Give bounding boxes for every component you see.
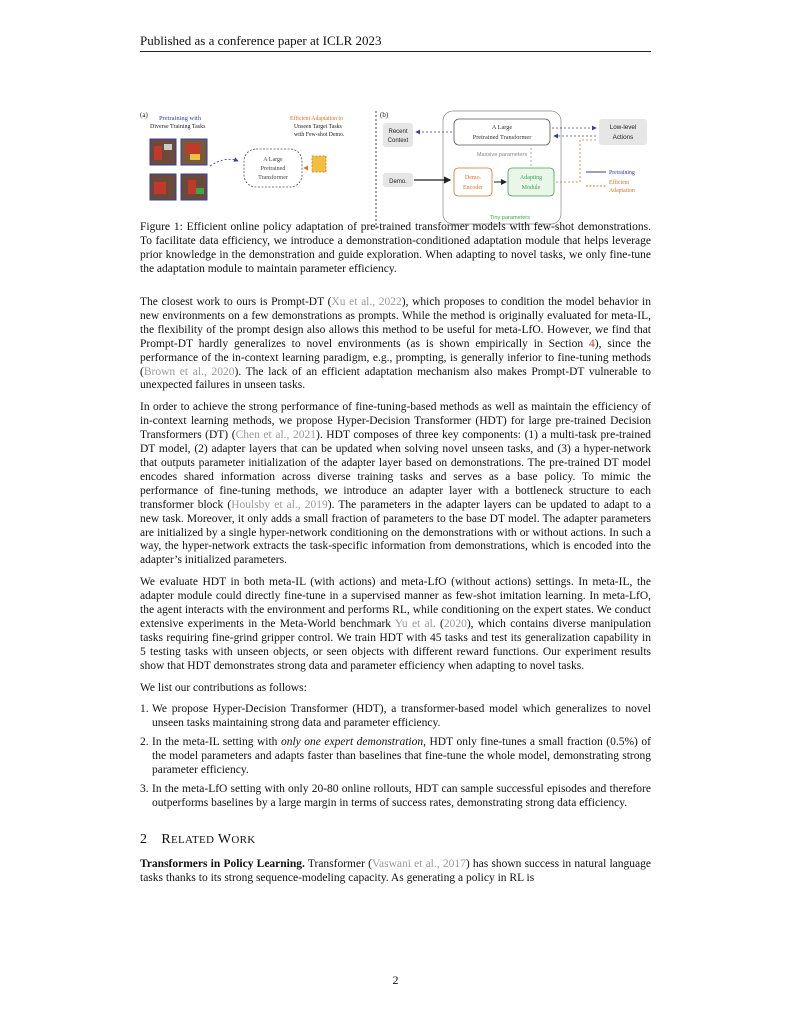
text: ). The parameters in the adapter layers can be updated to adapt to a new task. Moreover, it only adds a small fraction of parameters to the base DT model. The adapter parameters are initialized by a single hyper-network conditioning on the demonstrations with or without actions. In such a way, the hyper-network extracts the task-specific information from demonstrations, which is encoded into the adapter’s initialized parameters. (140, 498, 651, 567)
paragraph-4: We list our contributions as follows: (140, 681, 307, 694)
panel-b-label: (b) (380, 111, 389, 119)
page-number: 2 (392, 973, 399, 987)
section-number: 2 (140, 831, 148, 847)
legend-pretraining-label: Pretraining (609, 170, 635, 176)
recent-context-line1: Recent (388, 129, 408, 135)
list-item (140, 703, 651, 731)
tiny-parameters-label: Tiny parameters (489, 215, 531, 221)
low-level-actions-box (599, 119, 647, 145)
citation-yu[interactable]: Yu et al. (394, 617, 436, 630)
text: ( (435, 617, 444, 630)
text: ), which contains diverse manipulation tasks requiring fine-grind gripper control. We train HDT with 45 tasks and test its generalization capability in 5 testing tasks with unseen objects, or seen objects with different reward functions. Our experiment results show that HDT demonstrates strong data and parameter efficiency when adapting to novel tasks. (140, 617, 651, 672)
demo-encoder-box (454, 168, 492, 196)
figure-caption (140, 221, 651, 277)
demo-encoder-line2: Encoder (463, 185, 483, 191)
paragraph-3 (140, 576, 651, 673)
list-text: In the meta-IL setting with (152, 736, 281, 749)
list-text: In the meta-LfO setting with only 20-80 online rollouts, HDT can sample successful episodes and therefore outperforms baselines by a large margin in terms of success rates, demonstrating strong data efficiency. (152, 783, 651, 809)
text: ). The lack of an efficient adaptation mechanism also makes Prompt-DT vulnerable to unexpected failures in unseen tasks. (140, 365, 651, 392)
low-level-actions-line2: Actions (612, 134, 634, 141)
training-task-images (150, 139, 207, 200)
panel-a-eff-line2: Unseen Target Tasks (294, 124, 342, 130)
panel-a-box-line3: Transformer (258, 175, 288, 181)
list-number: 1. (140, 703, 149, 716)
text: ), since the performance of the in-context learning paradigm, e.g., prompting, is generally inferior to fine-tuning methods ( (140, 337, 651, 378)
list-item (140, 783, 651, 811)
list-text: We propose Hyper-Decision Transformer (HDT), a transformer-based model which generalizes to novel unseen tasks maintaining strong data and parameter efficiency. (152, 703, 651, 730)
main-body (140, 296, 651, 894)
list-text: , HDT only fine-tunes a small fraction (0.5%) of the model parameters and adapts faster than baselines that fine-tune the whole model, demonstrating strong parameter efficiency. (152, 736, 651, 777)
low-level-actions-line1: Low-level (609, 124, 637, 131)
citation-brown-2020[interactable]: Brown et al., 2020 (143, 365, 235, 378)
section-heading (140, 833, 651, 848)
text: We evaluate HDT in both meta-IL (with actions) and meta-LfO (without actions) settings. In meta-IL, the adapter module could directly fine-tune in a supervised manner as few-shot imitation learning. In meta-LfO, the agent interacts with the environment and performs RL, while conditioning on the expert states. We conduct extensive experiments in the Meta-World benchmark (140, 576, 651, 630)
text: ) has shown success in natural language tasks thanks to its strong sequence-modeling capacity. As generating a policy in RL is (140, 857, 651, 884)
panel-a-eff-line3: with Few-shot Demo. (294, 132, 345, 138)
text: The closest work to ours is Prompt-DT ( (140, 296, 332, 308)
citation-houlsby-2019[interactable]: Houlsby et al., 2019 (231, 498, 328, 511)
paragraph-5 (140, 858, 651, 886)
panel-a-box-line1: A Large (263, 157, 283, 163)
section-title: ORK (231, 833, 256, 846)
list-number: 3. (140, 783, 149, 795)
pretrained-transformer-line1: A Large (491, 124, 513, 131)
section-title: R (161, 831, 171, 847)
citation-yu-year[interactable]: 2020 (443, 617, 467, 630)
adapting-module-line1: Adapting (519, 175, 543, 181)
figure-1 (140, 106, 651, 236)
panel-a-title-line1: Pretraining with (159, 115, 202, 122)
citation-vaswani-2017[interactable]: Vaswani et al., 2017 (371, 857, 466, 870)
panel-a-title-line2: Diverse Training Tasks (150, 124, 206, 130)
adapting-module-box (508, 168, 554, 196)
panel-a-eff-line1: Efficient Adaptation to (290, 116, 344, 122)
legend-efficient-label-1: Efficient (609, 180, 630, 186)
adapting-module-line2: Module (521, 185, 541, 191)
paragraph-2 (140, 401, 651, 568)
demo-label: Demo. (389, 179, 407, 185)
figure-1-diagram (140, 106, 651, 236)
section-title: ELATED (170, 833, 215, 846)
section-ref-4[interactable]: 4 (589, 337, 595, 350)
paragraph-heading: Transformers in Policy Learning. (140, 857, 305, 870)
list-item (140, 736, 651, 778)
legend-efficient-label-2: Adaptation (609, 188, 635, 194)
citation-chen-2021[interactable]: Chen et al., 2021 (235, 429, 316, 442)
contributions-list (140, 703, 651, 810)
target-task-image (312, 156, 326, 172)
pretrained-transformer-box (454, 119, 550, 145)
caption-label: Figure 1: (140, 221, 183, 233)
pretrained-transformer-line2: Pretrained Transformer (472, 134, 532, 141)
list-emphasis: only one expert demonstration (280, 736, 424, 749)
list-number: 2. (140, 736, 149, 749)
paragraph-1 (140, 296, 651, 393)
text: In order to achieve the strong performance of fine-tuning-based methods as well as maintain the efficiency of in-context learning methods, we propose Hyper-Decision Transformer (HDT) for large pre-trained Decision Transformers (DT) ( (140, 401, 651, 442)
section-title: W (217, 831, 232, 847)
massive-parameters-label: Massive parameters (476, 152, 528, 158)
panel-a-box-line2: Pretrained (260, 166, 286, 172)
panel-a-label: (a) (140, 111, 148, 119)
text: ). HDT composes of three key components: (1) a multi-task pre-trained DT model, (2) adapter layers that can be updated when solving novel unseen tasks, and (3) a hyper-network that outputs parameter initialization of the adapter layer based on demonstrations. The pre-trained DT model encodes shared information across diverse training tasks and serves as a base policy. To mimic the performance of fine-tuning methods, we introduce an adapter layer with a bottleneck structure to each transformer block ( (140, 429, 651, 511)
demo-encoder-line1: Demo. (464, 175, 482, 181)
text: ), which proposes to condition the model behavior in new environments on a few demonstrations as prompts. While the method is originally evaluated for meta-IL, the flexibility of the prompt design also allows this method to be useful for meta-LfO. However, we find that Prompt-DT hardly generalizes to novel environments (as is shown empirically in Section (140, 296, 651, 350)
caption-text: Efficient online policy adaptation of pre-trained transformer models with few-shot demonstrations. To facilitate data efficiency, we introduce a demonstration-conditioned adaptation module that helps leverage prior knowledge in the demonstration and guide exploration. When adapting to novel tasks, we only fine-tune the adaptation module to maintain parameter efficiency. (140, 221, 651, 275)
recent-context-line2: Context (387, 138, 409, 144)
text: Transformer ( (304, 857, 372, 870)
running-header: Published as a conference paper at ICLR 2023 (140, 33, 651, 52)
citation-xu-2022[interactable]: Xu et al., 2022 (331, 296, 402, 308)
